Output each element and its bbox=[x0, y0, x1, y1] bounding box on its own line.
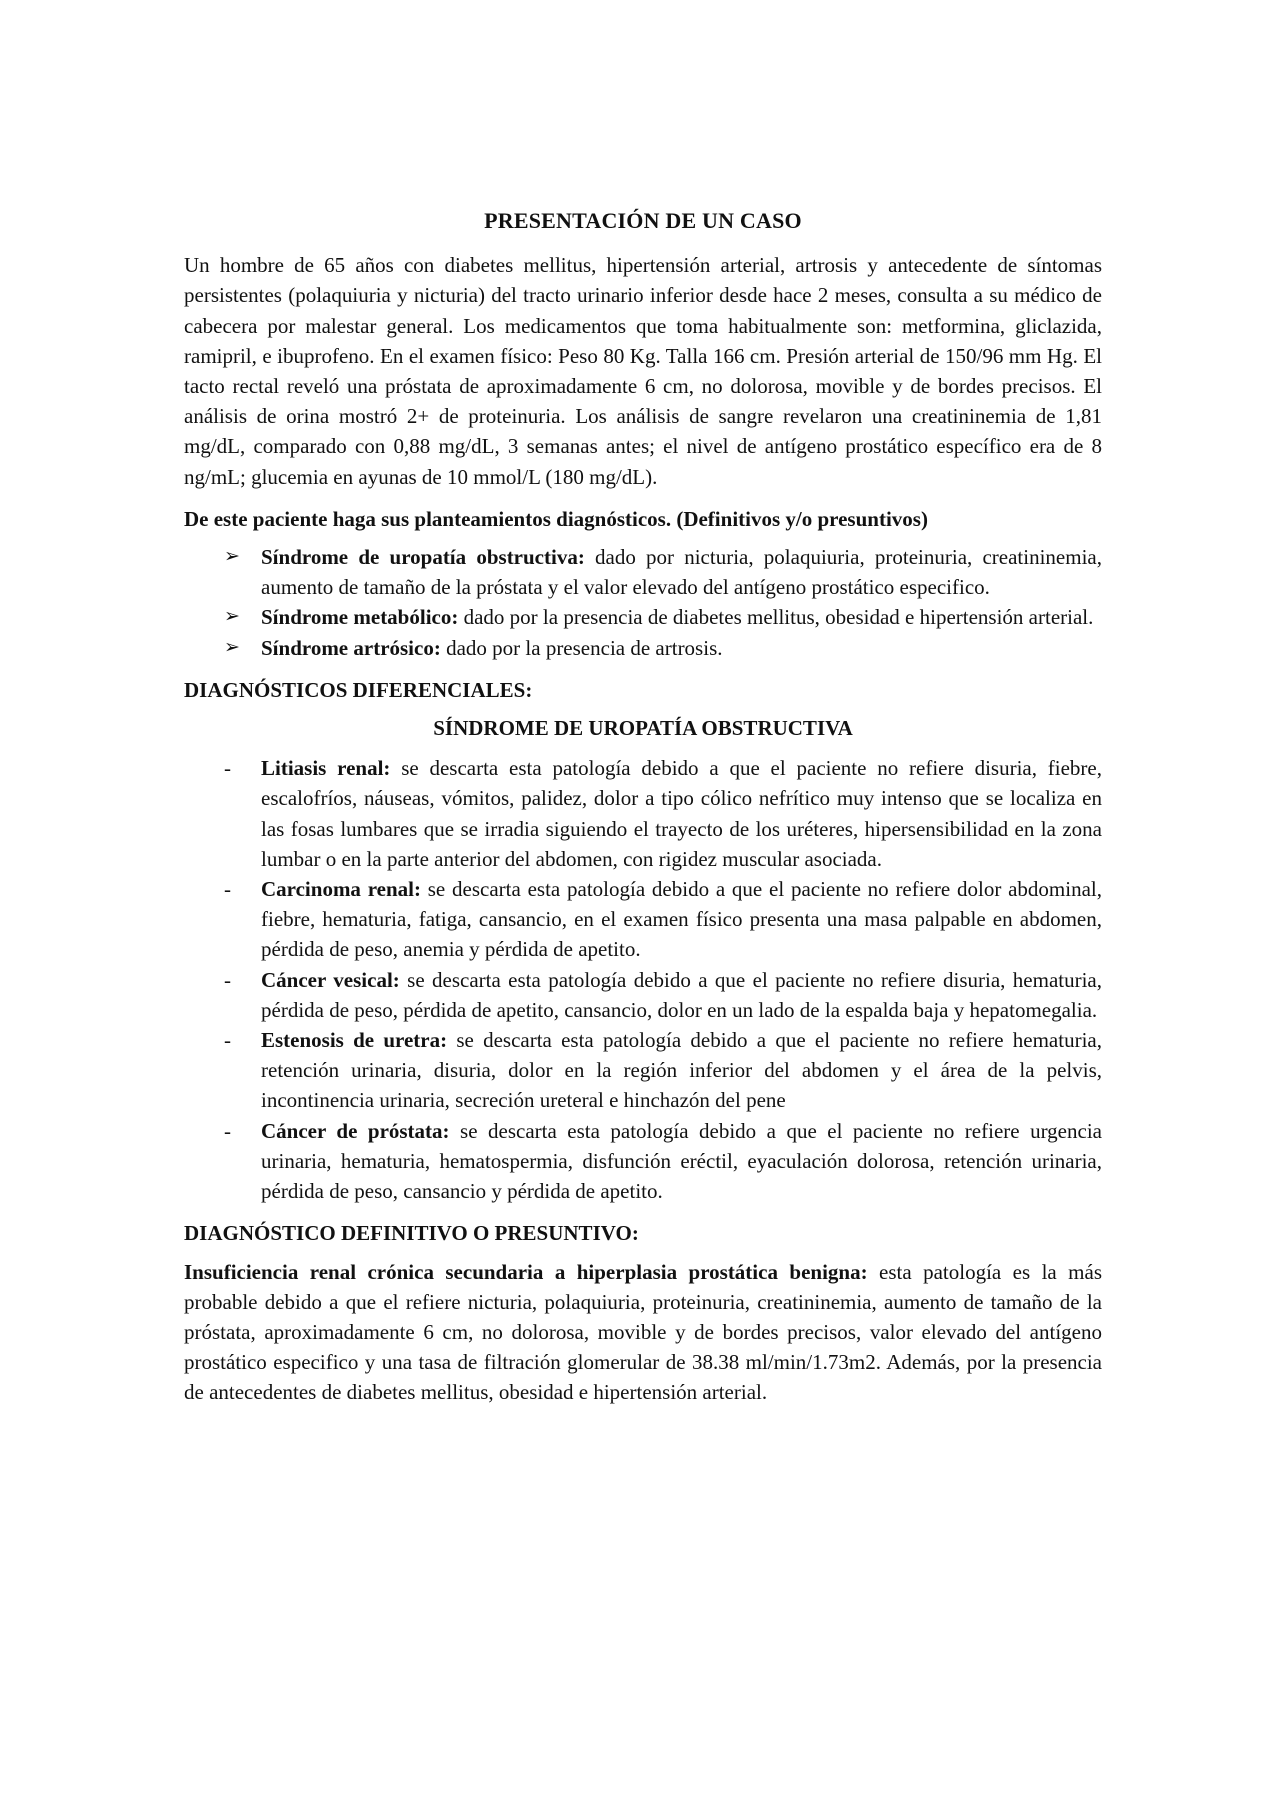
document-title: PRESENTACIÓN DE UN CASO bbox=[484, 208, 802, 233]
syndrome-item bbox=[184, 633, 1102, 663]
syndrome-name: Síndrome metabólico: bbox=[261, 605, 459, 630]
case-paragraph: Un hombre de 65 años con diabetes mellitus, hipertensión arterial, artrosis y antecedente de síntomas persistentes (polaquiuria y nicturia) del tracto urinario inferior desde hace 2 meses, consulta a su médico de cabecera por malestar general. Los medicamentos que toma habitualmente son: metformina, gliclazida, ramipril, e ibuprofeno. En el examen físico: Peso 80 Kg. Talla 166 cm. Presión arterial de 150/96 mm Hg. El tacto rectal reveló una próstata de aproximadamente 6 cm, no dolorosa, movible y de bordes precisos. El análisis de orina mostró 2+ de proteinuria. Los análisis de sangre revelaron una creatininemia de 1,81 mg/dL, comparado con 0,88 mg/dL, 3 semanas antes; el nivel de antígeno prostático específico era de 8 ng/mL; glucemia en ayunas de 10 mmol/L (180 mg/dL). bbox=[184, 253, 1102, 489]
dash-bullet: - bbox=[224, 1028, 231, 1053]
differential-text: se descarta esta patología debido a que el paciente no refiere hematuria, retención urinaria, disuria, dolor en la región inferior del abdomen y el área de la pelvis, incontinencia urinaria, secreción ureteral e hinchazón del pene bbox=[261, 1028, 1102, 1113]
definitive-paragraph bbox=[184, 1257, 1102, 1408]
differential-text: se descarta esta patología debido a que el paciente no refiere urgencia urinaria, hematuria, hematospermia, disfunción eréctil, eyaculación dolorosa, retención urinaria, pérdida de peso, cansancio y pérdida de apetito. bbox=[261, 1118, 1102, 1204]
differentials-subheading: SÍNDROME DE UROPATÍA OBSTRUCTIVA bbox=[433, 716, 853, 741]
arrow-bullet-icon: ➢ bbox=[224, 546, 240, 568]
syndrome-item bbox=[184, 542, 1102, 602]
dash-bullet: - bbox=[224, 1118, 231, 1143]
dash-bullet: - bbox=[224, 756, 231, 781]
differential-text: se descarta esta patología debido a que el paciente no refiere dolor abdominal, fiebre, hematuria, fatiga, cansancio, en el examen físico presenta una masa palpable en abdomen, pérdida de peso, anemia y pérdida de apetito. bbox=[261, 877, 1102, 962]
differential-text: se descarta esta patología debido a que el paciente no refiere disuria, fiebre, escalofríos, náuseas, vómitos, palidez, dolor a tipo cólico nefrítico muy intenso que se localiza en las fosas lumbares que se irradia siguiendo el trayecto de los uréteres, hipersensibilidad en la zona lumbar o en la parte anterior del abdomen, con rigidez muscular asociada. bbox=[261, 756, 1102, 871]
document-page bbox=[184, 206, 1102, 1408]
syndrome-item bbox=[184, 602, 1102, 632]
syndrome-text: dado por nicturia, polaquiuria, proteinuria, creatininemia, aumento de tamaño de la próstata y el valor elevado del antígeno prostático especifico. bbox=[261, 545, 1102, 600]
dash-bullet: - bbox=[224, 967, 231, 992]
differential-item bbox=[184, 753, 1102, 874]
syndrome-list bbox=[184, 542, 1102, 663]
differential-name: Carcinoma renal: bbox=[261, 877, 421, 902]
differential-name: Cáncer vesical: bbox=[261, 967, 400, 992]
differential-text: se descarta esta patología debido a que el paciente no refiere disuria, hematuria, pérdida de peso, pérdida de apetito, cansancio, dolor en un lado de la espalda baja y hepatomegalia. bbox=[261, 967, 1102, 1022]
dash-bullet: - bbox=[224, 877, 231, 902]
syndrome-text: dado por la presencia de artrosis. bbox=[440, 635, 723, 660]
differential-item bbox=[184, 1116, 1102, 1207]
syndrome-name: Síndrome de uropatía obstructiva: bbox=[261, 545, 585, 570]
differential-name: Litiasis renal: bbox=[261, 756, 391, 781]
differential-item bbox=[184, 874, 1102, 965]
differential-item bbox=[184, 1025, 1102, 1116]
differentials-list bbox=[184, 753, 1102, 1206]
differential-name: Cáncer de próstata: bbox=[261, 1118, 450, 1143]
syndrome-name: Síndrome artrósico: bbox=[261, 635, 441, 660]
syndrome-text: dado por la presencia de diabetes mellitus, obesidad e hipertensión arterial. bbox=[458, 605, 1094, 630]
definitive-heading: DIAGNÓSTICO DEFINITIVO O PRESUNTIVO: bbox=[184, 1221, 639, 1246]
definitive-diagnosis-name: Insuficiencia renal crónica secundaria a hiperplasia prostática benigna: bbox=[184, 1259, 868, 1284]
differential-item bbox=[184, 965, 1102, 1025]
differential-name: Estenosis de uretra: bbox=[261, 1028, 448, 1053]
diagnostic-question: De este paciente haga sus planteamientos diagnósticos. (Definitivos y/o presuntivos) bbox=[184, 506, 928, 531]
differentials-heading: DIAGNÓSTICOS DIFERENCIALES: bbox=[184, 677, 533, 702]
arrow-bullet-icon: ➢ bbox=[224, 606, 240, 628]
definitive-diagnosis-text: esta patología es la más probable debido a que el refiere nicturia, polaquiuria, proteinuria, creatininemia, aumento de tamaño de la próstata, aproximadamente 6 cm, no dolorosa, movible y de bordes precisos, valor elevado del antígeno prostático especifico y una tasa de filtración glomerular de 38.38 ml/min/1.73m2. Además, por la presencia de antecedentes de diabetes mellitus, obesidad e hipertensión arterial. bbox=[184, 1259, 1102, 1405]
arrow-bullet-icon: ➢ bbox=[224, 636, 240, 658]
